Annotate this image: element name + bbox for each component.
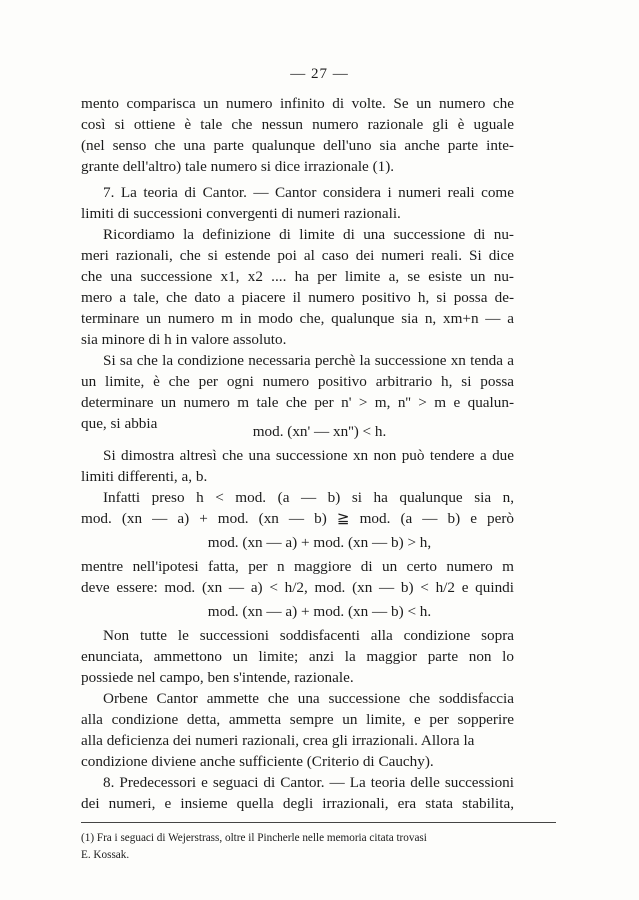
text-line: enunciata, ammettono un limite; anzi la maggior parte non lo: [81, 648, 514, 665]
text-line: condizione diviene anche sufficiente (Criterio di Cauchy).: [81, 753, 434, 770]
section-7-heading-line: 7. La teoria di Cantor. — Cantor considera i numeri reali come: [103, 184, 514, 201]
text-line: possiede nel campo, ben s'intende, razionale.: [81, 669, 354, 686]
text-line: alla condizione detta, ammetta sempre un limite, e per sopperire: [81, 711, 514, 728]
text-line: sia minore di h in valore assoluto.: [81, 331, 287, 348]
footnote-line: (1) Fra i seguaci di Wejerstrass, oltre il Pincherle nelle memoria citata trovasi: [81, 832, 427, 844]
text-line: mero a tale, che dato a piacere il numero positivo h, si possa de-: [81, 289, 514, 306]
page-number: — 27 —: [290, 66, 349, 82]
text-line: un limite, è che per ogni numero positivo arbitrario h, si possa: [81, 373, 514, 390]
text-line: limiti di successioni convergenti di numeri razionali.: [81, 205, 401, 222]
text-line: così si ottiene è tale che nessun numero razionale gli è uguale: [81, 116, 514, 133]
text-line: Si dimostra altresì che una successione xn non può tendere a due: [103, 447, 514, 464]
formula-line: mod. (xn — a) + mod. (xn — b) < h.: [207, 603, 432, 620]
text-line: che una successione x1, x2 .... ha per limite a, se esiste un nu-: [81, 268, 514, 285]
footnote-rule: [81, 822, 556, 823]
text-line: Ricordiamo la definizione di limite di una successione di nu-: [103, 226, 514, 243]
text-line: mento comparisca un numero infinito di volte. Se un numero che: [81, 95, 514, 112]
text-line: terminare un numero m in modo che, qualunque sia n, xm+n — a: [81, 310, 514, 327]
text-line: meri razionali, che si estende poi al caso dei numeri reali. Si dice: [81, 247, 514, 264]
text-line: que, si abbia: [81, 415, 158, 432]
text-line: alla deficienza dei numeri razionali, crea gli irrazionali. Allora la: [81, 732, 475, 749]
formula-line: mod. (xn' — xn'') < h.: [252, 423, 387, 440]
section-8-heading-line: 8. Predecessori e seguaci di Cantor. — La teoria delle successioni: [103, 774, 514, 791]
text-line: deve essere: mod. (xn — a) < h/2, mod. (xn — b) < h/2 e quindi: [81, 579, 514, 596]
text-line: mentre nell'ipotesi fatta, per n maggiore di un certo numero m: [81, 558, 514, 575]
formula-line: mod. (xn — a) + mod. (xn — b) > h,: [207, 534, 432, 551]
text-line: Si sa che la condizione necessaria perchè la successione xn tenda a: [103, 352, 514, 369]
text-line: (nel senso che una parte qualunque dell'uno sia anche parte inte-: [81, 137, 514, 154]
text-line: Orbene Cantor ammette che una successione che soddisfaccia: [103, 690, 514, 707]
text-line: limiti differenti, a, b.: [81, 468, 208, 485]
text-line: Non tutte le successioni soddisfacenti alla condizione sopra: [103, 627, 514, 644]
text-line: dei numeri, e insieme quella degli irrazionali, era stata stabilita,: [81, 795, 514, 812]
footnote-line: E. Kossak.: [81, 849, 130, 861]
text-line: mod. (xn — a) + mod. (xn — b) ≧ mod. (a — b) e però: [81, 510, 514, 527]
text-line: determinare un numero m tale che per n' > m, n'' > m e qualun-: [81, 394, 514, 411]
text-line: grante dell'altro) tale numero si dice irrazionale (1).: [81, 158, 395, 175]
text-line: Infatti preso h < mod. (a — b) si ha qualunque sia n,: [103, 489, 514, 506]
